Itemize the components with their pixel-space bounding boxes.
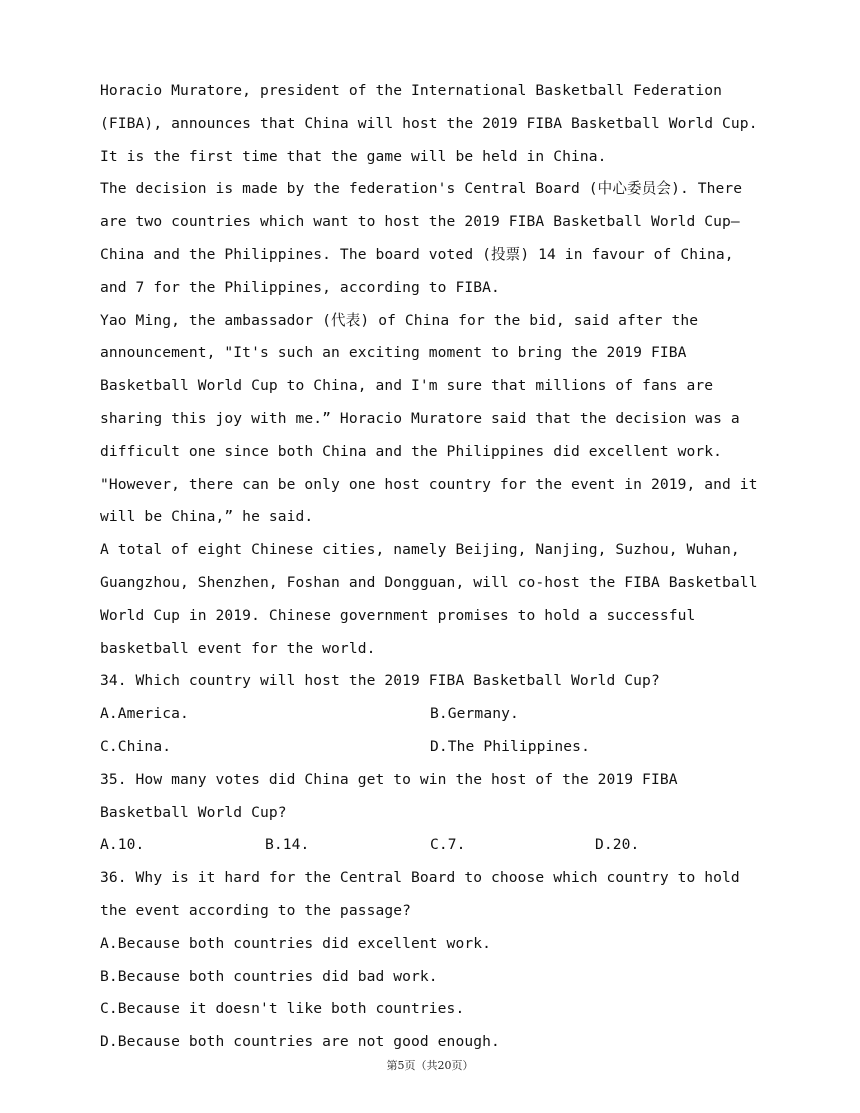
passage-paragraph-1: Horacio Muratore, president of the International Basketball Federation (FIBA), announces that China will host the 2019 FIBA Basketball World Cup. It is the first time that the game will be held in China. (100, 82, 758, 165)
passage-paragraph-2: The decision is made by the federation's Central Board (中心委员会). There are two countries which want to host the 2019 FIBA Basketball World Cup—China and the Philippines. The board voted (投票) 14 in favour of China, and 7 for the Philippines, according to FIBA. (100, 180, 743, 296)
option-a: A.Because both countries did excellent work. (100, 934, 491, 952)
passage-paragraph-3: Yao Ming, the ambassador (代表) of China for the bid, said after the announcement, "It's such an exciting moment to bring the 2019 FIBA Basketball World Cup to China, and I'm sure that millions of fans are sharing this joy with me.” Horacio Muratore said that the decision was a difficult one since both China and the Philippines did excellent work. "However, there can be only one host country for the event in 2019, and it will be China,” he said. (100, 311, 758, 526)
option-a: A.America. (100, 705, 189, 723)
option-row (100, 731, 765, 764)
question-stem: 35. How many votes did China get to win the host of the 2019 FIBA Basketball World Cup? (100, 770, 678, 821)
option-b: B.Germany. (430, 705, 519, 723)
option-c: C.Because it doesn't like both countries. (100, 1000, 465, 1018)
question-36 (100, 862, 765, 1059)
option-row (100, 698, 765, 731)
document-body (100, 75, 765, 1059)
question-35 (100, 764, 765, 862)
passage-paragraph-4: A total of eight Chinese cities, namely Beijing, Nanjing, Suzhou, Wuhan, Guangzhou, Shenzhen, Foshan and Dongguan, will co-host the FIBA Basketball World Cup in 2019. Chinese government promises to hold a successful basketball event for the world. (100, 541, 758, 657)
option-d: D.The Philippines. (430, 737, 590, 755)
question-stem: 34. Which country will host the 2019 FIBA Basketball World Cup? (100, 672, 660, 690)
option-c: C.7. (430, 836, 466, 854)
option-a: A.10. (100, 836, 145, 854)
option-d: D.Because both countries are not good enough. (100, 1033, 500, 1051)
option-b: B.14. (265, 836, 310, 854)
page-footer: 第5页（共20页） (386, 1059, 474, 1072)
question-34 (100, 665, 765, 763)
option-row (100, 829, 765, 862)
question-stem: 36. Why is it hard for the Central Board to choose which country to hold the event according to the passage? (100, 869, 740, 919)
option-d: D.20. (595, 836, 640, 854)
option-b: B.Because both countries did bad work. (100, 967, 438, 985)
option-c: C.China. (100, 737, 172, 755)
